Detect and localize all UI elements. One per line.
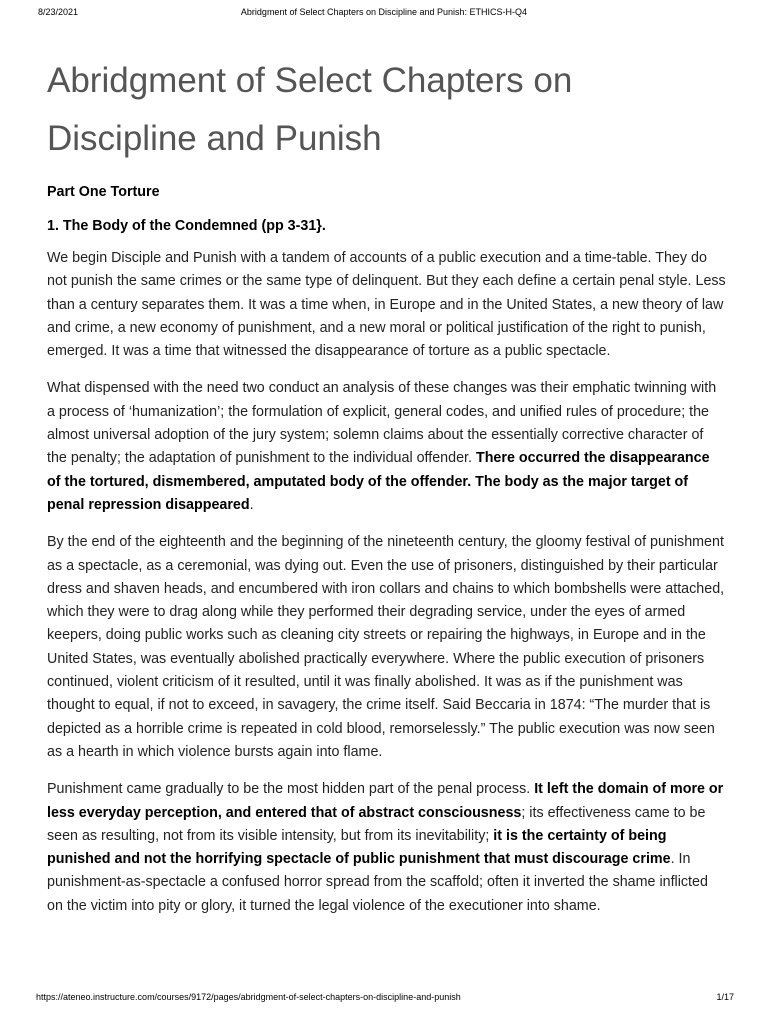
print-document-title: Abridgment of Select Chapters on Discipline and Punish: ETHICS-H-Q4 xyxy=(240,7,528,17)
paragraph-4-emphasis-1: It left the domain of more or less everyday perception, and entered that of abstract consciousness xyxy=(47,781,724,821)
paragraph-3: By the end of the eighteenth and the beginning of the nineteenth century, the gloomy festival of punishment as a spectacle, as a ceremonial, was dying out. Even the use of prisoners, distinguished by their particular dress and shaven heads, and encumbered with iron collars and chains to which bombshells were attached, which they were to drag along while they performed their degrading service, under the eyes of armed keepers, doing public works such as cleaning city streets or repairing the highways, in Europe and in the United States, was eventually abolished practically everywhere. Where the public execution of prisoners continued, violent criticism of it resulted, until it was finally abolished. It was as if the punishment was thought to equal, if not to exceed, in savagery, the crime itself. Said Beccaria in 1874: “The murder that is depicted as a horrible crime is repeated in cold blood, remorselessly.” The public execution was now seen as a hearth in which violence bursts again into flame. xyxy=(47,534,725,760)
paragraph-4-text-2: ; its effectiveness came to be seen as resulting, not from its visible intensity, but from its inevitability; xyxy=(47,804,706,844)
print-header xyxy=(0,7,768,21)
paragraph-4-text-3: . In punishment-as-spectacle a confused horror spread from the scaffold; often it inverted the shame inflicted on the victim into pity or glory, it turned the legal violence of the executioner into shame. xyxy=(47,851,708,914)
chapter-heading: 1. The Body of the Condemned (pp 3-31}. xyxy=(47,218,326,234)
paragraph-2-end: . xyxy=(249,496,254,513)
paragraph-2 xyxy=(47,377,727,517)
paragraph-4 xyxy=(47,778,727,918)
paragraph-2-text: What dispensed with the need two conduct an analysis of these changes was their emphatic twinning with a process of ‘humanization’; the formulation of explicit, general codes, and unified rules of procedure; the almost universal adoption of the jury system; solemn claims about the essentially corrective character of the penalty; the adaptation of punishment to the individual offender. xyxy=(47,380,717,467)
paragraph-1: We begin Disciple and Punish with a tandem of accounts of a public execution and a time-table. They do not punish the same crimes or the same type of delinquent. But they each define a certain penal style. Less than a century separates them. It was a time when, in Europe and in the United States, a new theory of law and crime, a new economy of punishment, and a new moral or political justification of the right to punish, emerged. It was a time that witnessed the disappearance of torture as a public spectacle. xyxy=(47,250,726,360)
page-count: 1/17 xyxy=(716,992,734,1002)
page-url: https://ateneo.instructure.com/courses/9172/pages/abridgment-of-select-chapters-on-discipline-and-punish xyxy=(36,992,461,1002)
paragraph-2-emphasis: There occurred the disappearance of the tortured, dismembered, amputated body of the offender. The body as the major target of penal repression disappeared xyxy=(47,450,710,513)
paragraph-4-text: Punishment came gradually to be the most hidden part of the penal process. xyxy=(47,781,535,798)
part-heading: Part One Torture xyxy=(47,184,160,200)
print-date: 8/23/2021 xyxy=(38,7,79,17)
page-content xyxy=(47,52,727,918)
page-title: Abridgment of Select Chapters on Discipline and Punish xyxy=(47,61,573,158)
paragraph-4-emphasis-2: it is the certainty of being punished and not the horrifying spectacle of public punishment that must discourage crime xyxy=(47,827,671,868)
print-footer xyxy=(0,992,768,1006)
